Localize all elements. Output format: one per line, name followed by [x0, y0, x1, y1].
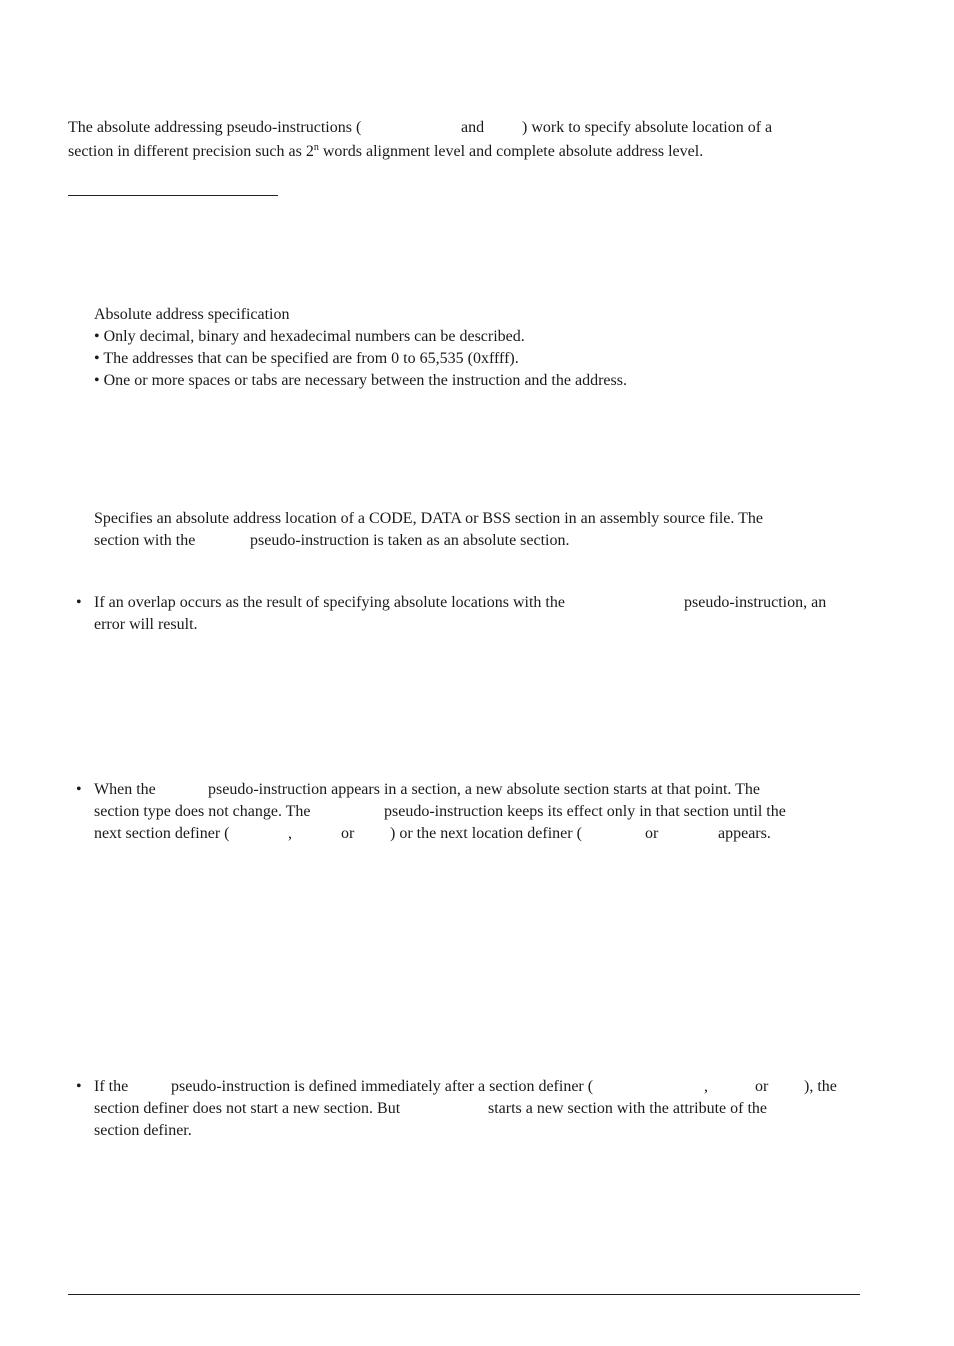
spec-item: • One or more spaces or tabs are necessary between the instruction and the address. — [94, 372, 627, 389]
note-text: section type does not change. The — [94, 803, 311, 820]
intro-text: ) work to specify absolute location of a — [522, 119, 773, 136]
note-text: When the — [94, 781, 156, 798]
intro-text-line — [68, 141, 703, 163]
intro-text: words alignment level and complete absolute address level. — [318, 143, 704, 160]
note-text: appears. — [718, 825, 771, 842]
note-text: If the — [94, 1078, 129, 1095]
note-text: error will result. — [94, 616, 198, 633]
description-text: section with the — [94, 532, 196, 549]
intro-text: and — [461, 119, 485, 136]
description-text: Specifies an absolute address location of a CODE, DATA or BSS section in an assembly source file. The — [94, 510, 763, 527]
note-text: , — [288, 825, 292, 842]
section-divider — [68, 195, 278, 196]
spec-item: • The addresses that can be specified are from 0 to 65,535 (0xffff). — [94, 350, 519, 367]
note-text: starts a new section with the attribute of the — [488, 1100, 768, 1117]
bullet-icon: • — [76, 594, 82, 611]
note-text: or — [645, 825, 659, 842]
footer-rule — [68, 1294, 860, 1295]
note-text: , — [704, 1078, 708, 1095]
spec-item: • Only decimal, binary and hexadecimal numbers can be described. — [94, 328, 525, 345]
bullet-icon: • — [76, 781, 82, 798]
note-text: ), the — [804, 1078, 837, 1095]
note-text: pseudo-instruction keeps its effect only in that section until the — [384, 803, 786, 820]
note-text: ) or the next location definer ( — [390, 825, 582, 842]
note-text: If an overlap occurs as the result of specifying absolute locations with the — [94, 594, 565, 611]
note-text: pseudo-instruction is defined immediately after a section definer ( — [171, 1078, 594, 1095]
intro-text: section in different precision such as 2 — [68, 143, 314, 160]
note-text: pseudo-instruction, an — [684, 594, 827, 611]
description-text: pseudo-instruction is taken as an absolute section. — [250, 532, 570, 549]
note-text: or — [341, 825, 355, 842]
spec-title: Absolute address specification — [94, 306, 290, 323]
bullet-icon: • — [76, 1078, 82, 1095]
note-text: or — [755, 1078, 769, 1095]
note-text: next section definer ( — [94, 825, 230, 842]
note-text: section definer does not start a new section. But — [94, 1100, 401, 1117]
intro-text: The absolute addressing pseudo-instructions ( — [68, 119, 362, 136]
exponent: n — [313, 142, 319, 153]
note-text: section definer. — [94, 1122, 192, 1139]
note-text: pseudo-instruction appears in a section, a new absolute section starts at that point. The — [208, 781, 761, 798]
